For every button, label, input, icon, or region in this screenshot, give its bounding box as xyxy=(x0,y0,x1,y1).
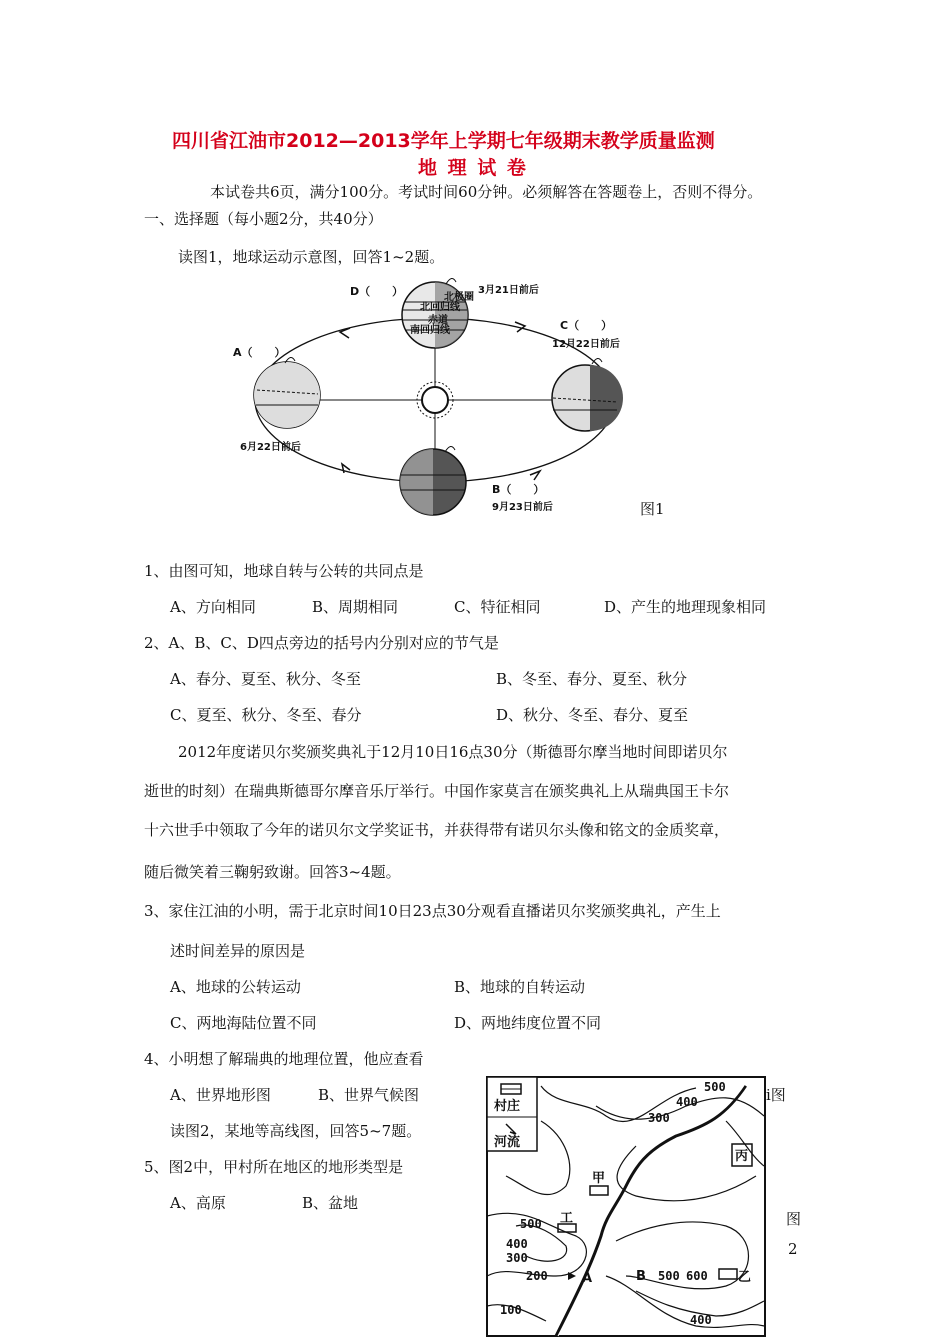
q3-stem-2: 述时间差异的原因是 xyxy=(170,942,306,960)
svg-text:乙: 乙 xyxy=(738,1270,752,1285)
date-c: 12月22日前后 xyxy=(552,339,620,350)
q2-option-b: B、冬至、春分、夏至、秋分 xyxy=(496,670,688,688)
svg-text:丙: 丙 xyxy=(735,1149,749,1164)
q2-option-d: D、秋分、冬至、春分、夏至 xyxy=(496,706,689,724)
earth-orbit-figure xyxy=(230,270,650,520)
svg-text:400: 400 xyxy=(676,1095,698,1109)
q1-option-b: B、周期相同 xyxy=(312,598,399,616)
q5-option-a: A、高原 xyxy=(170,1194,226,1212)
passage-line-1: 2012年度诺贝尔奖颁奖典礼于12月10日16点30分（斯德哥尔摩当地时间即诺贝尔 xyxy=(178,743,728,761)
svg-text:北回归线: 北回归线 xyxy=(420,302,460,313)
svg-text:500: 500 xyxy=(520,1217,542,1231)
read-fig2-text: 读图2，某地等高线图，回答5~7题。 xyxy=(170,1122,422,1140)
q3-stem-1: 3、家住江油的小明，需于北京时间10日23点30分观看直播诺贝尔奖颁奖典礼，产生上 xyxy=(144,902,721,920)
passage-line-3: 十六世手中领取了今年的诺贝尔文学奖证书，并获得带有诺贝尔头像和铭文的金质奖章， xyxy=(144,821,730,839)
svg-text:甲: 甲 xyxy=(592,1171,606,1186)
exam-intro: 本试卷共6页，满分100分。考试时间60分钟。必须解答在答题卷上，否则不得分。 xyxy=(210,183,763,201)
svg-text:村庄: 村庄 xyxy=(494,1099,521,1114)
read-fig1-text: 读图1，地球运动示意图，回答1~2题。 xyxy=(178,248,445,266)
svg-text:600: 600 xyxy=(686,1269,708,1283)
q3-option-c: C、两地海陆位置不同 xyxy=(170,1014,317,1032)
svg-text:500: 500 xyxy=(704,1080,726,1094)
map-legend xyxy=(487,1077,537,1151)
q5-option-b: B、盆地 xyxy=(302,1194,359,1212)
svg-text:河流: 河流 xyxy=(494,1135,521,1150)
svg-text:300: 300 xyxy=(648,1111,670,1125)
svg-text:400: 400 xyxy=(690,1313,712,1327)
sun-icon xyxy=(417,382,453,418)
passage-line-4: 随后微笑着三鞠躬致谢。回答3~4题。 xyxy=(144,863,401,881)
q3-option-a: A、地球的公转运动 xyxy=(170,978,301,996)
point-a: A xyxy=(582,1271,593,1286)
point-b: B xyxy=(636,1269,646,1284)
q2-option-a: A、春分、夏至、秋分、冬至 xyxy=(170,670,361,688)
globe-b xyxy=(400,446,466,515)
svg-text:南回归线: 南回归线 xyxy=(410,325,450,336)
svg-text:赤道: 赤道 xyxy=(428,315,448,326)
q1-option-d: D、产生的地理现象相同 xyxy=(604,598,767,616)
label-a: A（ ） xyxy=(233,346,286,359)
svg-text:200: 200 xyxy=(526,1269,548,1283)
label-b: B（ ） xyxy=(492,483,545,496)
q3-option-d: D、两地纬度位置不同 xyxy=(454,1014,602,1032)
q4-cut-text: i图 xyxy=(766,1086,786,1104)
label-d: D（ ） xyxy=(350,285,404,298)
page-title: 四川省江油市2012—2013学年上学期七年级期末教学质量监测 xyxy=(172,130,715,152)
globe-d xyxy=(402,278,474,348)
passage-line-2: 逝世的时刻）在瑞典斯德哥尔摩音乐厅举行。中国作家莫言在颁奖典礼上从瑞典国王卡尔 xyxy=(144,782,730,800)
svg-text:300: 300 xyxy=(506,1251,528,1265)
figure2-caption-2: 2 xyxy=(788,1240,798,1258)
q4-option-a: A、世界地形图 xyxy=(170,1086,271,1104)
q4-option-b: B、世界气候图 xyxy=(318,1086,420,1104)
q1-option-c: C、特征相同 xyxy=(454,598,541,616)
svg-text:工: 工 xyxy=(560,1211,574,1226)
date-b: 9月23日前后 xyxy=(492,502,553,513)
q2-stem: 2、A、B、C、D四点旁边的括号内分别对应的节气是 xyxy=(144,634,499,652)
page-subtitle: 地 理 试 卷 xyxy=(418,157,528,179)
globe-a xyxy=(254,357,320,428)
date-a: 6月22日前后 xyxy=(240,442,301,453)
q4-stem: 4、小明想了解瑞典的地理位置，他应查看 xyxy=(144,1050,424,1068)
svg-text:500: 500 xyxy=(658,1269,680,1283)
q1-stem: 1、由图可知，地球自转与公转的共同点是 xyxy=(144,562,424,580)
section-heading: 一、选择题（每小题2分，共40分） xyxy=(144,210,383,228)
svg-text:400: 400 xyxy=(506,1237,528,1251)
q2-option-c: C、夏至、秋分、冬至、春分 xyxy=(170,706,362,724)
svg-text:北极圈: 北极圈 xyxy=(444,292,474,303)
contour-map-figure xyxy=(486,1076,766,1338)
q3-option-b: B、地球的自转运动 xyxy=(454,978,586,996)
figure1-caption: 图1 xyxy=(640,500,665,518)
q5-stem: 5、图2中，甲村所在地区的地形类型是 xyxy=(144,1158,404,1176)
label-c: C（ ） xyxy=(560,319,613,332)
figure2-caption-1: 图 xyxy=(786,1210,802,1228)
globe-c xyxy=(552,358,623,431)
date-d: 3月21日前后 xyxy=(478,285,539,296)
q1-option-a: A、方向相同 xyxy=(170,598,256,616)
svg-text:100: 100 xyxy=(500,1303,522,1317)
